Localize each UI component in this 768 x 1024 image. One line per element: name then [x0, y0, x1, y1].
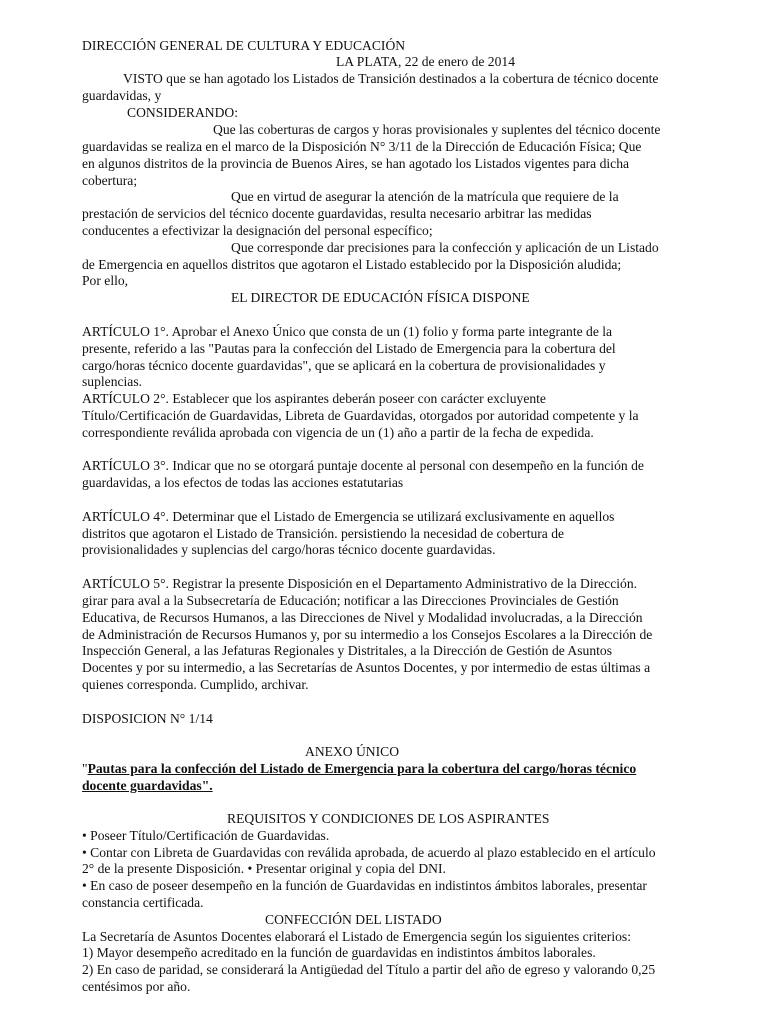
requisito-item: • En caso de poseer desempeño en la función de Guardavidas en indistintos ámbitos laborales, presentar — [82, 878, 647, 893]
article-2-line: correspondiente reválida aprobada con vigencia de un (1) año a partir de la fecha de expedida. — [82, 425, 594, 440]
article-4-line: ARTÍCULO 4°. Determinar que el Listado de Emergencia se utilizará exclusivamente en aquellos — [82, 509, 615, 524]
article-1-line: presente, referido a las "Pautas para la confección del Listado de Emergencia para la cobertura del — [82, 341, 616, 356]
article-3-line: ARTÍCULO 3°. Indicar que no se otorgará puntaje docente al personal con desempeño en la función de — [82, 458, 644, 473]
considerando-line: de Emergencia en aquellos distritos que agotaron el Listado establecido por la Disposición aludida; — [82, 257, 622, 272]
considerando-line: en algunos distritos de la provincia de Buenos Aires, se han agotado los Listados vigentes para dicha — [82, 156, 630, 171]
considerando-line: conducentes a efectivizar la designación del personal específico; — [82, 223, 433, 238]
article-5-line: de Administración de Recursos Humanos y, por su intermedio a los Consejos Escolares a la Dirección de — [82, 627, 653, 642]
article-3-line: guardavidas, a los efectos de todas las acciones estatutarias — [82, 475, 404, 490]
considerando-line: Que en virtud de asegurar la atención de la matrícula que requiere de la — [231, 189, 619, 204]
place-date: LA PLATA, 22 de enero de 2014 — [336, 54, 515, 69]
requisito-item: constancia certificada. — [82, 895, 204, 910]
anexo-subtitle-cont: docente guardavidas". — [82, 778, 213, 793]
considerando-line: Que las coberturas de cargos y horas provisionales y suplentes del técnico docente — [213, 122, 661, 137]
confeccion-line: centésimos por año. — [82, 979, 191, 994]
article-5-line: Educativa, de Recursos Humanos, a las Direcciones de Nivel y Modalidad involucradas, a la Dirección — [82, 610, 643, 625]
visto-line: VISTO que se han agotado los Listados de Transición destinados a la cobertura de técnico docente — [123, 71, 659, 86]
considerando-label: CONSIDERANDO: — [127, 105, 239, 120]
article-2-line: ARTÍCULO 2°. Establecer que los aspirantes deberán poseer con carácter excluyente — [82, 391, 546, 406]
article-4-line: distritos que agotaron el Listado de Transición. persistiendo la necesidad de cobertura de — [82, 526, 565, 541]
anexo-title: ANEXO ÚNICO — [305, 744, 400, 759]
confeccion-line: 1) Mayor desempeño acreditado en la función de guardavidas en indistintos ámbitos laborales. — [82, 945, 596, 960]
article-1-line: ARTÍCULO 1°. Aprobar el Anexo Único que consta de un (1) folio y forma parte integrante de la — [82, 324, 613, 339]
considerando-line: guardavidas se realiza en el marco de la Disposición N° 3/11 de la Dirección de Educación Física; Que — [82, 139, 642, 154]
disposicion-number: DISPOSICION N° 1/14 — [82, 711, 213, 726]
considerando-line: Que corresponde dar precisiones para la confección y aplicación de un Listado — [231, 240, 659, 255]
article-4-line: provisionalidades y suplencias del cargo/horas técnico docente guardavidas. — [82, 542, 496, 557]
article-1-line: suplencias. — [82, 374, 143, 389]
article-5-line: Inspección General, a las Jefaturas Regionales y Distritales, a la Dirección de Gestión de Asuntos — [82, 643, 612, 658]
requisito-item: • Contar con Libreta de Guardavidas con reválida aprobada, de acuerdo al plazo establecido en el artículo — [82, 845, 656, 860]
dispone-heading: EL DIRECTOR DE EDUCACIÓN FÍSICA DISPONE — [231, 290, 530, 305]
anexo-subtitle — [82, 761, 728, 778]
confeccion-line: 2) En caso de paridad, se considerará la Antigüedad del Título a partir del año de egreso y valorando 0,25 — [82, 962, 656, 977]
article-5-line: quienes corresponda. Cumplido, archivar. — [82, 677, 309, 692]
article-2-line: Título/Certificación de Guardavidas, Libreta de Guardavidas, otorgados por autoridad competente y la — [82, 408, 639, 423]
quote-mark: " — [82, 761, 88, 776]
confeccion-line: La Secretaría de Asuntos Docentes elaborará el Listado de Emergencia según los siguientes criterios: — [82, 929, 631, 944]
requisito-item: 2° de la presente Disposición. • Presentar original y copia del DNI. — [82, 861, 446, 876]
requisito-item: • Poseer Título/Certificación de Guardavidas. — [82, 828, 330, 843]
visto-line: guardavidas, y — [82, 88, 162, 103]
article-1-line: cargo/horas técnico docente guardavidas", que se aplicará en la cobertura de provisionalidades y — [82, 358, 606, 373]
considerando-line: Por ello, — [82, 273, 129, 288]
anexo-subtitle-text: Pautas para la confección del Listado de Emergencia para la cobertura del cargo/horas técnico — [87, 761, 637, 776]
considerando-line: cobertura; — [82, 173, 138, 188]
article-5-line: Docentes y por su intermedio, a las Secretarías de Asuntos Docentes, y por intermedio de estas últimas a — [82, 660, 651, 675]
article-5-line: ARTÍCULO 5°. Registrar la presente Disposición en el Departamento Administrativo de la Dirección. — [82, 576, 638, 591]
requisitos-heading: REQUISITOS Y CONDICIONES DE LOS ASPIRANTES — [227, 811, 550, 826]
considerando-line: prestación de servicios del técnico docente guardavidas, resulta necesario arbitrar las medidas — [82, 206, 592, 221]
confeccion-heading: CONFECCIÓN DEL LISTADO — [265, 912, 442, 927]
article-5-line: girar para aval a la Subsecretaría de Educación; notificar a las Direcciones Provinciales de Gestión — [82, 593, 619, 608]
institution-header: DIRECCIÓN GENERAL DE CULTURA Y EDUCACIÓN — [82, 38, 406, 53]
